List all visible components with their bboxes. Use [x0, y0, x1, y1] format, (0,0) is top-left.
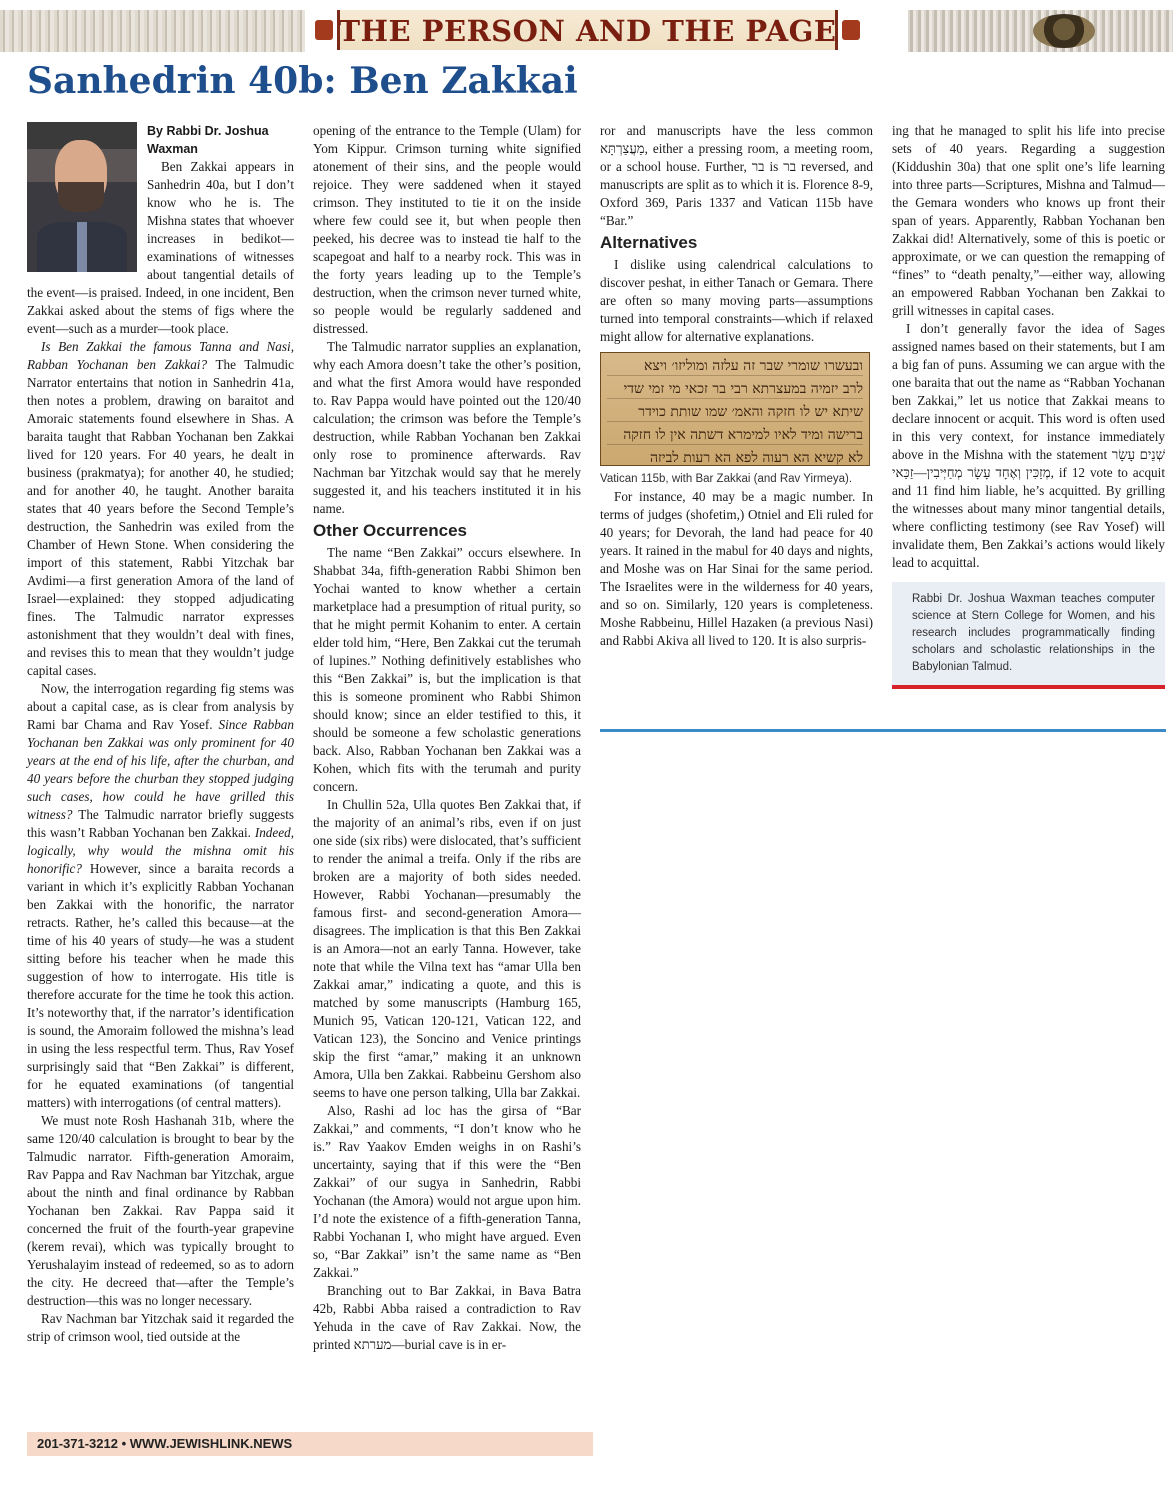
manuscript-line: לרב יזמיה במעצרתא רבי בר זכאי מי זמי שדי	[607, 380, 863, 399]
italic-text: Since Rabban Yochanan ben Zakkai was only prominent for 40 years at the end of his life, after the churban, and 40 years before the churban they stopped judging such cases, how could he have grilled this witness?	[27, 717, 294, 822]
paragraph: We must note Rosh Hashanah 31b, where the same 120/40 calculation is brought to bear by the Talmudic narrator. Fifth-generation Amoraim, Rav Pappa and Rav Nachman bar Yitzchak, argue about the ninth and final ordinance by Rabban Yochanan ben Zakkai. Rav Pappa said it concerned the fruit of the fourth-year grapevine (kerem revai), which was typically brought to Yerushalayim instead of redeemed, so as to adorn the city. He decreed that—after the Temple’s destruction—this was no longer necessary.	[27, 1113, 294, 1308]
image-caption: Vatican 115b, with Bar Zakkai (and Rav Yirmeya).	[600, 473, 853, 485]
divider-rule	[600, 729, 1166, 732]
paragraph: I dislike using calendrical calculations to discover peshat, in either Tanach or Gemara. There are often so many moving parts—assumptions turned into temporal constraints—which if relaxed might allow for alternative explanations.	[600, 257, 873, 344]
scroll-rod-right-icon	[842, 20, 860, 40]
column-4	[892, 122, 1165, 689]
banner-scroll	[315, 8, 860, 52]
paragraph: ing that he managed to split his life into precise sets of 40 years. Regarding a suggestion (Kiddushin 30a) that one split one’s life learning into three parts—Scriptures, Mishna and Talmud—the Gemara wonders who knows up front their span of years. Apparently, Rabban Yochanan ben Zakkai did! Alternatively, some of this is poetic or approximate, or we can question the remapping of “fines” to “death penalty,”—either way, allowing an empowered Rabban Yochanan ben Zakkai to grill witnesses in capital cases.	[892, 123, 1165, 318]
subhead: Other Occurrences	[313, 521, 468, 540]
paragraph	[27, 680, 294, 1112]
manuscript-line: שיתא יש לו חזקה והאמ׳ שמו שותת כוידר	[607, 403, 863, 422]
paragraph: For instance, 40 may be a magic number. In terms of judges (shofetim,) Otniel and Eli ruled for 40 years; for Devorah, the land had peace for 40 years. It rained in the mabul for 40 days and nights, and Moshe was on Har Sinai for the same period. The Israelites were in the wilderness for 40 years, and so on. Similarly, 120 years is completeness. Moshe Rabbeinu, Hillel Hazaken (a previous Nasi) and Rabbi Akiva all lived to 120. It is also surpris-	[600, 489, 873, 648]
manuscript-line: לא קשיא הא רעוה לפא הא רעות לביזה	[607, 449, 863, 466]
author-photo	[27, 122, 137, 272]
text-span: However, since a baraita records a variant in which it’s explicitly Rabban Yochanan ben Zakkai with the honorific, the narrator retracts. Rather, he’s called this because—at the time of his 40 years of study—he was a student sitting before his teacher when he made this suggestion of how to interrogate. His title is therefore accurate for the time he took this action. It’s noteworthy that, if the narrator’s identification is sound, the Amoraim followed the mishna’s lead in using the less respectful term. Thus, Rav Yosef surprisingly said that “Ben Zakkai” is different, for he equated examinations (of tangential matters) with interrogations (of central matters).	[27, 861, 294, 1110]
text-span: The Talmudic Narrator entertains that notion in Sanhedrin 41a, then notes a problem, drawing on baraitot and Amoraic statements found elsewhere in Shas. A baraita taught that Rabban Yochanan ben Zakkai lived for 120 years. For 40 years, he dealt in business (prakmatya); for another 40, he studied; and for another 40, he taught. Another baraita states that 40 years before the Second Temple’s destruction, the Sanhedrin was exiled from the Chamber of Hewn Stone. When considering the import of this statement, Rabbi Yitzchak bar Avdimi—a first generation Amora of the land of Israel—explained: they stopped adjudicating fines. The Talmudic narrator expresses astonishment that they wouldn’t deal with fines, and revises this to mean that they wouldn’t judge capital cases.	[27, 357, 295, 678]
author-bio-box: Rabbi Dr. Joshua Waxman teaches computer science at Stern College for Women, and his research includes programmatically finding scholars and scholastic relationships in the Babylonian Talmud.	[892, 582, 1165, 689]
italic-text: Indeed, logically, why would the mishna omit his honorific?	[27, 825, 294, 876]
paragraph: ror and manuscripts have the less common מַעֲצַרְתָּא, either a pressing room, a meeting room, or a school house. Further, בר is בר reversed, and manuscripts are split as to which it is. Florence 8-9, Oxford 369, Paris 1337 and Vatican 115b have “Bar.”	[600, 123, 873, 228]
headline: Sanhedrin 40b: Ben Zakkai	[27, 60, 578, 102]
paragraph: The Talmudic narrator supplies an explanation, why each Amora doesn’t take the other’s position, and what the first Amora would have responded to. Rav Pappa would have pointed out the 120/40 calculation; the crimson was before the Temple’s destruction, while Rabban Yochanan ben Zakkai only rose to prominence afterwards. Rav Nachman bar Yitzchak would say that he merely suggested it, and his teachers instituted it in his name.	[313, 339, 581, 516]
byline: By Rabbi Dr. Joshua Waxman	[147, 124, 269, 156]
manuscript-line: ברישה ומיד לאיו למימרא דשתה אין לו חזקה	[607, 426, 863, 445]
manuscript-image	[600, 352, 870, 466]
paragraph: opening of the entrance to the Temple (Ulam) for Yom Kippur. Crimson turning white signified atonement of their sins, and the people would rejoice. They were saddened when it stayed crimson. They instituted to tie it on the inside where few could see it, but when people then peeked, his decree was to instead tie half to the scapegoat and half to a nearby rock. This was in the forty years leading up to the Temple’s destruction, when the crimson never turned white, so people would be regularly saddened and distressed.	[313, 123, 581, 336]
column-3	[600, 122, 873, 650]
paragraph: Ben Zakkai appears in Sanhedrin 40a, but I don’t know who he is. The Mishna states that whoever increases in bedikot—examinations of witnesses about tangential details of the event—is praised. Indeed, in one incident, Ben Zakkai asked about the stems of figs where the event—such as a murder—took place.	[27, 159, 294, 336]
section-title: THE PERSON AND THE PAGE	[338, 14, 837, 48]
section-banner	[0, 0, 1173, 60]
paragraph: Also, Rashi ad loc has the girsa of “Bar Zakkai,” and comments, “I don’t know who he is.” Rav Yaakov Emden weighs in on Rashi’s uncertainty, saying that if this were the “Ben Zakkai” of our sugya in Sanhedrin, Rabbi Yochanan (the Amora) would not argue upon him. I’d note the existence of a fifth-generation Tanna, Rabbi Yochanan I, who might have argued. Even so, “Bar Zakkai” isn’t the same name as “Ben Zakkai.”	[313, 1103, 581, 1280]
italic-text: Is Ben Zakkai the famous Tanna and Nasi, Rabban Yochanan ben Zakkai?	[27, 339, 294, 372]
paragraph	[27, 338, 294, 680]
subhead: Alternatives	[600, 233, 698, 252]
paragraph: The name “Ben Zakkai” occurs elsewhere. In Shabbat 34a, fifth-generation Rabbi Shimon ben Yochai wanted to know whether a certain marketplace had a presumption of ritual purity, so that he might permit Kohanim to enter. A certain elder told him, “Here, Ben Zakkai cut the terumah of lupines.” Nothing definitively establishes who this “Ben Zakkai” is, but the implication is that this is someone prominent who Rabbi Shimon should know; since an elder testified to this, it should be someone a few scholastic generations back. Also, Rabban Yochanan ben Zakkai was a Kohen, which fits with the terumah and purity concern.	[313, 545, 581, 794]
footer-bar: 201-371-3212 • WWW.JEWISHLINK.NEWS	[27, 1432, 593, 1456]
paragraph: In Chullin 52a, Ulla quotes Ben Zakkai that, if the majority of an animal’s ribs, even if on just one side (six ribs) were dislocated, that’s sufficient to render the animal a treifa. Only if the ribs are broken are a majority of both sides needed. However, Rabbi Yochanan—presumably the famous first- and second-generation Amora—disagrees. The implication is that this Ben Zakkai is an Amora—not an early Tanna. However, take note that while the Vilna text has “amar Ulla ben Zakkai amar,” indicating a quote, and this is matched by some manuscripts (Hamburg 165, Munich 95, Vatican 120-121, Vatican 122, and Vatican 123), the Soncino and Venice printings skip the first “amar,” making it an unknown Amora, Ulla ben Zakkai. Rabbeinu Gershom also seems to have one person talking, Ulla bar Zakkai.	[313, 797, 581, 1100]
paragraph: Branching out to Bar Zakkai, in Bava Batra 42b, Rabbi Abba raised a contradiction to Rav Yehuda in the cave of Rav Zakkai. Now, the printed מערתא—burial cave is in er-	[313, 1283, 581, 1352]
paragraph: I don’t generally favor the idea of Sages assigned names based on their statements, but I am a big fan of puns. Assuming we can argue with the one baraita that out the name as “Rabban Yochanan ben Zakkai,” let us notice that Zakkai means to declare innocent or acquit. This word is often used in this very context, for instance immediately above in the Mishna with the statement שְׁנֵים עָשָׂר מְזַכִּין וְאֶחָד עָשָׂר מְחַיְּיבִין—זַכַּאי, if 12 vote to acquit and 11 find him liable, he’s acquitted. By grilling the witnesses about many minor tangential details, where conflicting testimony (see Rav Yosef) will invalidate them, Ben Zakkai’s actions would likely lead to acquittal.	[892, 321, 1165, 570]
text-span: Now, the interrogation regarding fig stems was about a capital case, as is clear from analysis by Rami bar Chama and Rav Yosef.	[27, 681, 294, 732]
column-2	[313, 122, 581, 1354]
manuscript-line: ובעשרו שומרי שבר זה עלזה ומוליזו׳ ויצא	[607, 357, 863, 376]
seal-ring-icon	[1033, 14, 1095, 48]
paragraph: Rav Nachman bar Yitzchak said it regarded the strip of crimson wool, tied outside at the	[27, 1311, 294, 1344]
text-span: The Talmudic narrator briefly suggests this wasn’t Rabban Yochanan ben Zakkai.	[27, 807, 294, 840]
column-1	[27, 122, 294, 1346]
banner-texture-left	[0, 10, 305, 52]
